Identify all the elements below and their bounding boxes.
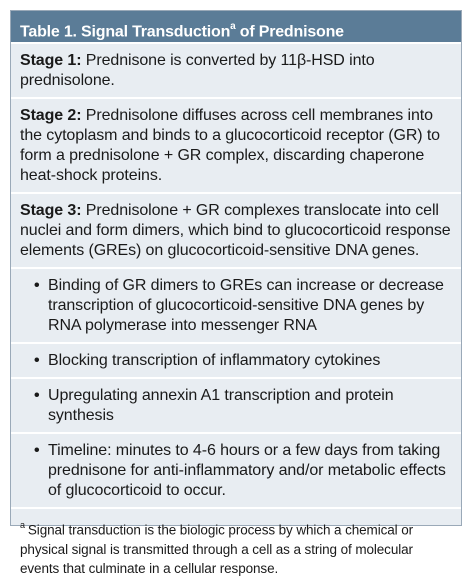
stage-3-row: [11, 194, 461, 269]
table-title-text: Table 1. Signal Transduction: [20, 23, 231, 41]
table-footnote: [11, 509, 461, 584]
signal-transduction-table: [10, 10, 462, 576]
table-title-superscript: a: [230, 21, 236, 32]
stage-3-label: Stage 3:: [20, 202, 82, 219]
bullet-row-1: [11, 269, 461, 344]
table-title-suffix: of Prednisone: [235, 23, 344, 41]
bullet-text-4: Timeline: minutes to 4-6 hours or a few days from taking prednisone for anti-inflammatory and/or metabolic effects of glucocorticoid to occur.: [48, 442, 446, 499]
stage-3-text: Prednisolone + GR complexes translocate into cell nuclei and form dimers, which bind to glucocorticoid response elements (GREs) on glucocorticoid-sensitive DNA genes.: [20, 202, 451, 259]
stage-2-row: [11, 99, 461, 194]
bullet-dot-icon: •: [34, 277, 40, 294]
bullet-dot-icon: •: [34, 387, 40, 404]
footnote-text: Signal transduction is the biologic process by which a chemical or physical signal is transmitted through a cell as a string of molecular events that culminate in a cellular response.: [20, 522, 414, 576]
stage-1-row: [11, 44, 461, 99]
stage-1-text: Prednisone is converted by 11β-HSD into prednisolone.: [20, 52, 375, 89]
bullet-text-2: Blocking transcription of inflammatory cytokines: [48, 352, 381, 369]
bullet-row-4: [11, 434, 461, 509]
table-title: [11, 11, 461, 44]
bullet-row-2: [11, 344, 461, 379]
bullet-row-3: [11, 379, 461, 434]
bullet-dot-icon: •: [34, 442, 40, 459]
bullet-text-1: Binding of GR dimers to GREs can increase or decrease transcription of glucocorticoid-sensitive DNA genes by RNA polymerase into messenger RNA: [48, 277, 444, 334]
stage-2-label: Stage 2:: [20, 107, 82, 124]
stage-1-label: Stage 1:: [20, 52, 82, 69]
bullet-dot-icon: •: [34, 352, 40, 369]
bullet-text-3: Upregulating annexin A1 transcription and protein synthesis: [48, 387, 394, 424]
stage-2-text: Prednisolone diffuses across cell membranes into the cytoplasm and binds to a glucocorticoid receptor (GR) to form a prednisolone + GR complex, discarding chaperone heat-shock proteins.: [20, 107, 440, 184]
footnote-marker: a: [20, 520, 25, 530]
